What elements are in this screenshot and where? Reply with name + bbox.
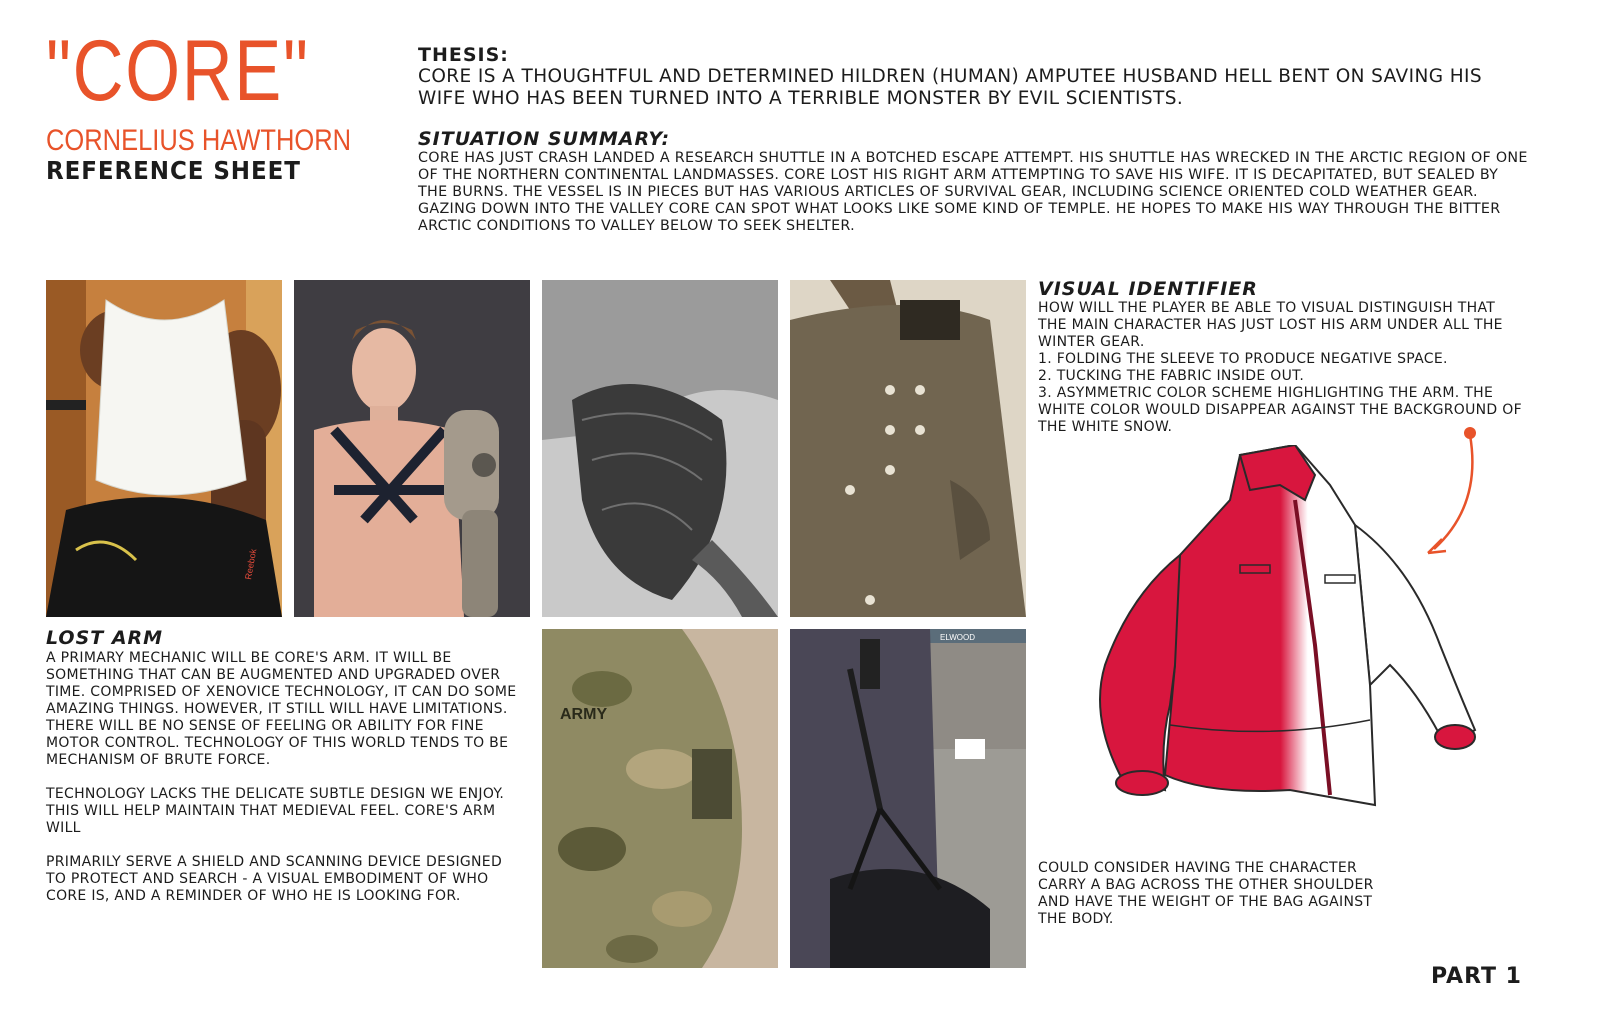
thesis-text: CORE IS A THOUGHTFUL AND DETERMINED HILDREN (HUMAN) AMPUTEE HUSBAND HELL BENT ON SAVING HIS WIFE WHO HAS BEEN TURNED INTO A TERRIBLE MONSTER BY EVIL SCIENTISTS. (418, 66, 1483, 109)
reference-photo-amputee-tanktop (46, 280, 282, 617)
situation-heading: SITUATION SUMMARY: (418, 128, 671, 150)
situation-section (418, 128, 1528, 235)
lost-arm-paragraph-1: A PRIMARY MECHANIC WILL BE CORE'S ARM. IT WILL BE SOMETHING THAT CAN BE AUGMENTED AND UPGRADED OVER TIME. COMPRISED OF XENOVICE TECHNOLOGY, IT CAN DO SOME AMAZING THINGS. HOWEVER, IT STILL WILL HAVE LIMITATIONS. THERE WILL BE NO SENSE OF FEELING OR ABILITY FOR FINE MOTOR CONTROL. TECHNOLOGY OF THIS WORLD TENDS TO BE MECHANISM OF BRUTE FORCE. (46, 650, 517, 768)
visual-identifier-point-3: 3. ASYMMETRIC COLOR SCHEME HIGHLIGHTING THE ARM. THE WHITE COLOR WOULD DISAPPEAR AGAINST THE BACKGROUND OF THE WHITE SNOW. (1038, 385, 1522, 435)
lost-arm-paragraph-3: PRIMARILY SERVE A SHIELD AND SCANNING DEVICE DESIGNED TO PROTECT AND SEARCH - A VISUAL EMBODIMENT OF WHO CORE IS, AND A REMINDER OF WHO HE IS LOOKING FOR. (46, 854, 503, 904)
street-sign-label: ELWOOD (940, 633, 975, 642)
visual-identifier-point-1: 1. FOLDING THE SLEEVE TO PRODUCE NEGATIVE SPACE. (1038, 351, 1448, 367)
situation-text: CORE HAS JUST CRASH LANDED A RESEARCH SHUTTLE IN A BOTCHED ESCAPE ATTEMPT. HIS SHUTTLE HAS WRECKED IN THE ARCTIC REGION OF ONE OF THE NORTHERN CONTINENTAL LANDMASSES. CORE LOST HIS RIGHT ARM ATTEMPTING TO SAVE HIS WIFE. IT IS DECAPITATED, BUT SEALED BY THE BURNS. THE VESSEL IS IN PIECES BUT HAS VARIOUS ARTICLES OF SURVIVAL GEAR, INCLUDING SCIENCE ORIENTED COLD WEATHER GEAR. GAZING DOWN INTO THE VALLEY CORE CAN SPOT WHAT LOOKS LIKE SOME KIND OF TEMPLE. HE HOPES TO MAKE HIS WAY THROUGH THE BITTER ARCTIC CONDITIONS TO VALLEY BELOW TO SEEK SHELTER. (418, 150, 1528, 234)
thesis-heading: THESIS: (418, 44, 509, 66)
lost-arm-paragraph-2: TECHNOLOGY LACKS THE DELICATE SUBTLE DESIGN WE ENJOY. THIS WILL HELP MAINTAIN THAT MEDIEVAL FEEL. CORE'S ARM WILL (46, 786, 505, 836)
asymmetric-jacket-illustration (1090, 445, 1490, 825)
character-name: CORNELIUS HAWTHORN (46, 124, 352, 157)
reference-photo-prosthetic-arm (294, 280, 530, 617)
sheet-subtitle: REFERENCE SHEET (46, 156, 301, 185)
thesis-section (418, 44, 1528, 110)
shirt-brand-label: Reebok (243, 548, 259, 581)
visual-identifier-heading: VISUAL IDENTIFIER (1038, 278, 1258, 300)
army-patch-label: ARMY (560, 706, 608, 723)
lost-arm-heading: LOST ARM (46, 627, 164, 649)
reference-photo-shoulder-bag (790, 629, 1026, 968)
visual-identifier-intro: HOW WILL THE PLAYER BE ABLE TO VISUAL DISTINGUISH THAT THE MAIN CHARACTER HAS JUST LOST HIS ARM UNDER ALL THE WINTER GEAR. (1038, 300, 1503, 350)
visual-identifier-point-2: 2. TUCKING THE FABRIC INSIDE OUT. (1038, 368, 1305, 384)
reference-photo-army-sleeve (542, 629, 778, 968)
lost-arm-section (46, 627, 526, 905)
reference-photo-sleeve-engraving (542, 280, 778, 617)
reference-photo-historical-officer (790, 280, 1026, 617)
bag-note: COULD CONSIDER HAVING THE CHARACTER CARRY A BAG ACROSS THE OTHER SHOULDER AND HAVE THE WEIGHT OF THE BAG AGAINST THE BODY. (1038, 860, 1374, 927)
page-part-label: PART 1 (1430, 964, 1522, 989)
visual-identifier-section (1038, 278, 1528, 436)
sheet-title: "CORE" (46, 23, 310, 119)
